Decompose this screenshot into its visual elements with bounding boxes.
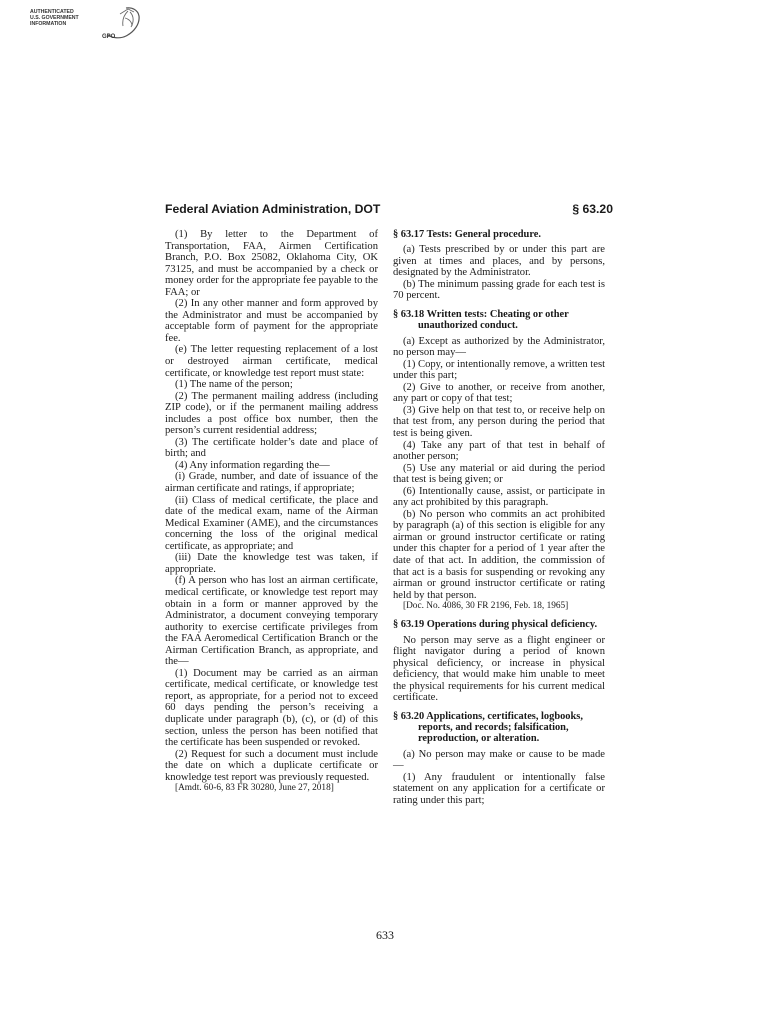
paragraph: (4) Take any part of that test in behalf of another person; xyxy=(393,439,605,463)
section-number: § 63.20 xyxy=(572,202,613,216)
paragraph: (ii) Class of medical certificate, the place and date of the medical exam, name of the Airman Medical Examiner (AME), and the circumstances concerning the loss of the original medical certificate, as appropriate; and xyxy=(165,494,378,552)
seal-line: U.S. GOVERNMENT xyxy=(30,15,79,21)
paragraph: (4) Any information regarding the— xyxy=(175,459,330,471)
seal-line: INFORMATION xyxy=(30,21,67,27)
source-note: [Amdt. 60-6, 83 FR 30280, June 27, 2018] xyxy=(175,783,334,794)
paragraph: (2) Give to another, or receive from another, any part or copy of that test; xyxy=(393,381,605,405)
source-note: [Doc. No. 4086, 30 FR 2196, Feb. 18, 1965] xyxy=(403,601,569,612)
paragraph: (1) By letter to the Department of Transportation, FAA, Airmen Certification Branch, P.O. Box 25082, Oklahoma City, OK 73125, and must be accompanied by a check or money order for the appropriate fee payable to the FAA; or xyxy=(165,229,378,298)
left-column xyxy=(165,229,378,794)
paragraph: (1) Any fraudulent or intentionally false statement on any application for a certificate or rating under this part; xyxy=(393,771,605,806)
paragraph: (1) The name of the person; xyxy=(175,379,293,391)
paragraph: (2) In any other manner and form approved by the Administrator and must be accompanied by acceptable form of payment for the appropriate fee. xyxy=(165,298,378,344)
paragraph: (f) A person who has lost an airman certificate, medical certificate, or knowledge test report may obtain in a form or manner approved by the Administrator, a document conveying temporary authority to exercise certificate privileges from the FAA Aeromedical Certification Branch or the Airman Certification Branch, as appropriate, and the— xyxy=(165,575,378,668)
seal-text xyxy=(30,9,110,27)
gpo-authentication-seal xyxy=(30,6,142,46)
paragraph: (b) The minimum passing grade for each test is 70 percent. xyxy=(393,278,605,302)
paragraph: (3) Give help on that test to, or receive help on that test from, any person during the period that test is being given. xyxy=(393,404,605,439)
paragraph: (6) Intentionally cause, assist, or participate in any act prohibited by this paragraph. xyxy=(393,485,605,509)
seal-line: AUTHENTICATED xyxy=(30,9,74,15)
right-column xyxy=(393,229,605,806)
section-heading-63-19: § 63.19 Operations during physical deficiency. xyxy=(393,619,598,631)
paragraph: (i) Grade, number, and date of issuance of the airman certificate and ratings, if appropriate; xyxy=(165,471,378,495)
paragraph: (iii) Date the knowledge test was taken, if appropriate. xyxy=(165,552,378,575)
section-heading-63-20: § 63.20 Applications, certificates, logbooks, reports, and records; falsification, reproduction, or alteration. xyxy=(393,710,583,745)
agency-name: Federal Aviation Administration, DOT xyxy=(165,202,381,216)
paragraph: (e) The letter requesting replacement of a lost or destroyed airman certificate, medical certificate, or knowledge test report must state: xyxy=(165,344,378,379)
paragraph: (5) Use any material or aid during the period that test is being given; or xyxy=(393,462,605,486)
paragraph: (1) Document may be carried as an airman certificate, medical certificate, or knowledge test report, as appropriate, for a period not to exceed 60 days pending the person’s receiving a duplicate under paragraph (b), (c), or (d) of this section, unless the person has been notified that the certificate has been suspended or revoked. xyxy=(165,667,378,749)
paragraph: (a) Except as authorized by the Administrator, no person may— xyxy=(393,335,605,359)
section-heading-63-17: § 63.17 Tests: General procedure. xyxy=(393,229,541,240)
page-number: 633 xyxy=(376,928,394,942)
paragraph: No person may serve as a flight engineer or flight navigator during a period of known physical deficiency, or increase in physical deficiency, that would make him unable to meet the physical requirements for his current medical certificate. xyxy=(393,634,605,704)
paragraph: (a) No person may make or cause to be made— xyxy=(393,748,605,772)
paragraph: (b) No person who commits an act prohibited by paragraph (a) of this section is eligible for any airman or ground instructor certificate or rating under this chapter for a period of 1 year after the date of that act. In addition, the commission of that act is a basis for suspending or revoking any airman or ground instructor certificate or rating held by that person. xyxy=(393,508,605,601)
paragraph: (2) The permanent mailing address (including ZIP code), or if the permanent mailing address includes a post office box number, then the person’s current residential address; xyxy=(165,390,378,437)
paragraph: (2) Request for such a document must include the date on which a duplicate certificate or knowledge test report was previously requested. xyxy=(165,748,378,783)
seal-gpo-mark: GPO xyxy=(102,34,116,40)
running-head xyxy=(165,202,613,220)
paragraph: (a) Tests prescribed by or under this part are given at times and places, and by persons, designated by the Administrator. xyxy=(393,244,605,279)
paragraph: (3) The certificate holder’s date and place of birth; and xyxy=(165,436,378,460)
section-heading-63-18: § 63.18 Written tests: Cheating or other unauthorized conduct. xyxy=(393,309,569,332)
paragraph: (1) Copy, or intentionally remove, a written test under this part; xyxy=(393,358,606,382)
